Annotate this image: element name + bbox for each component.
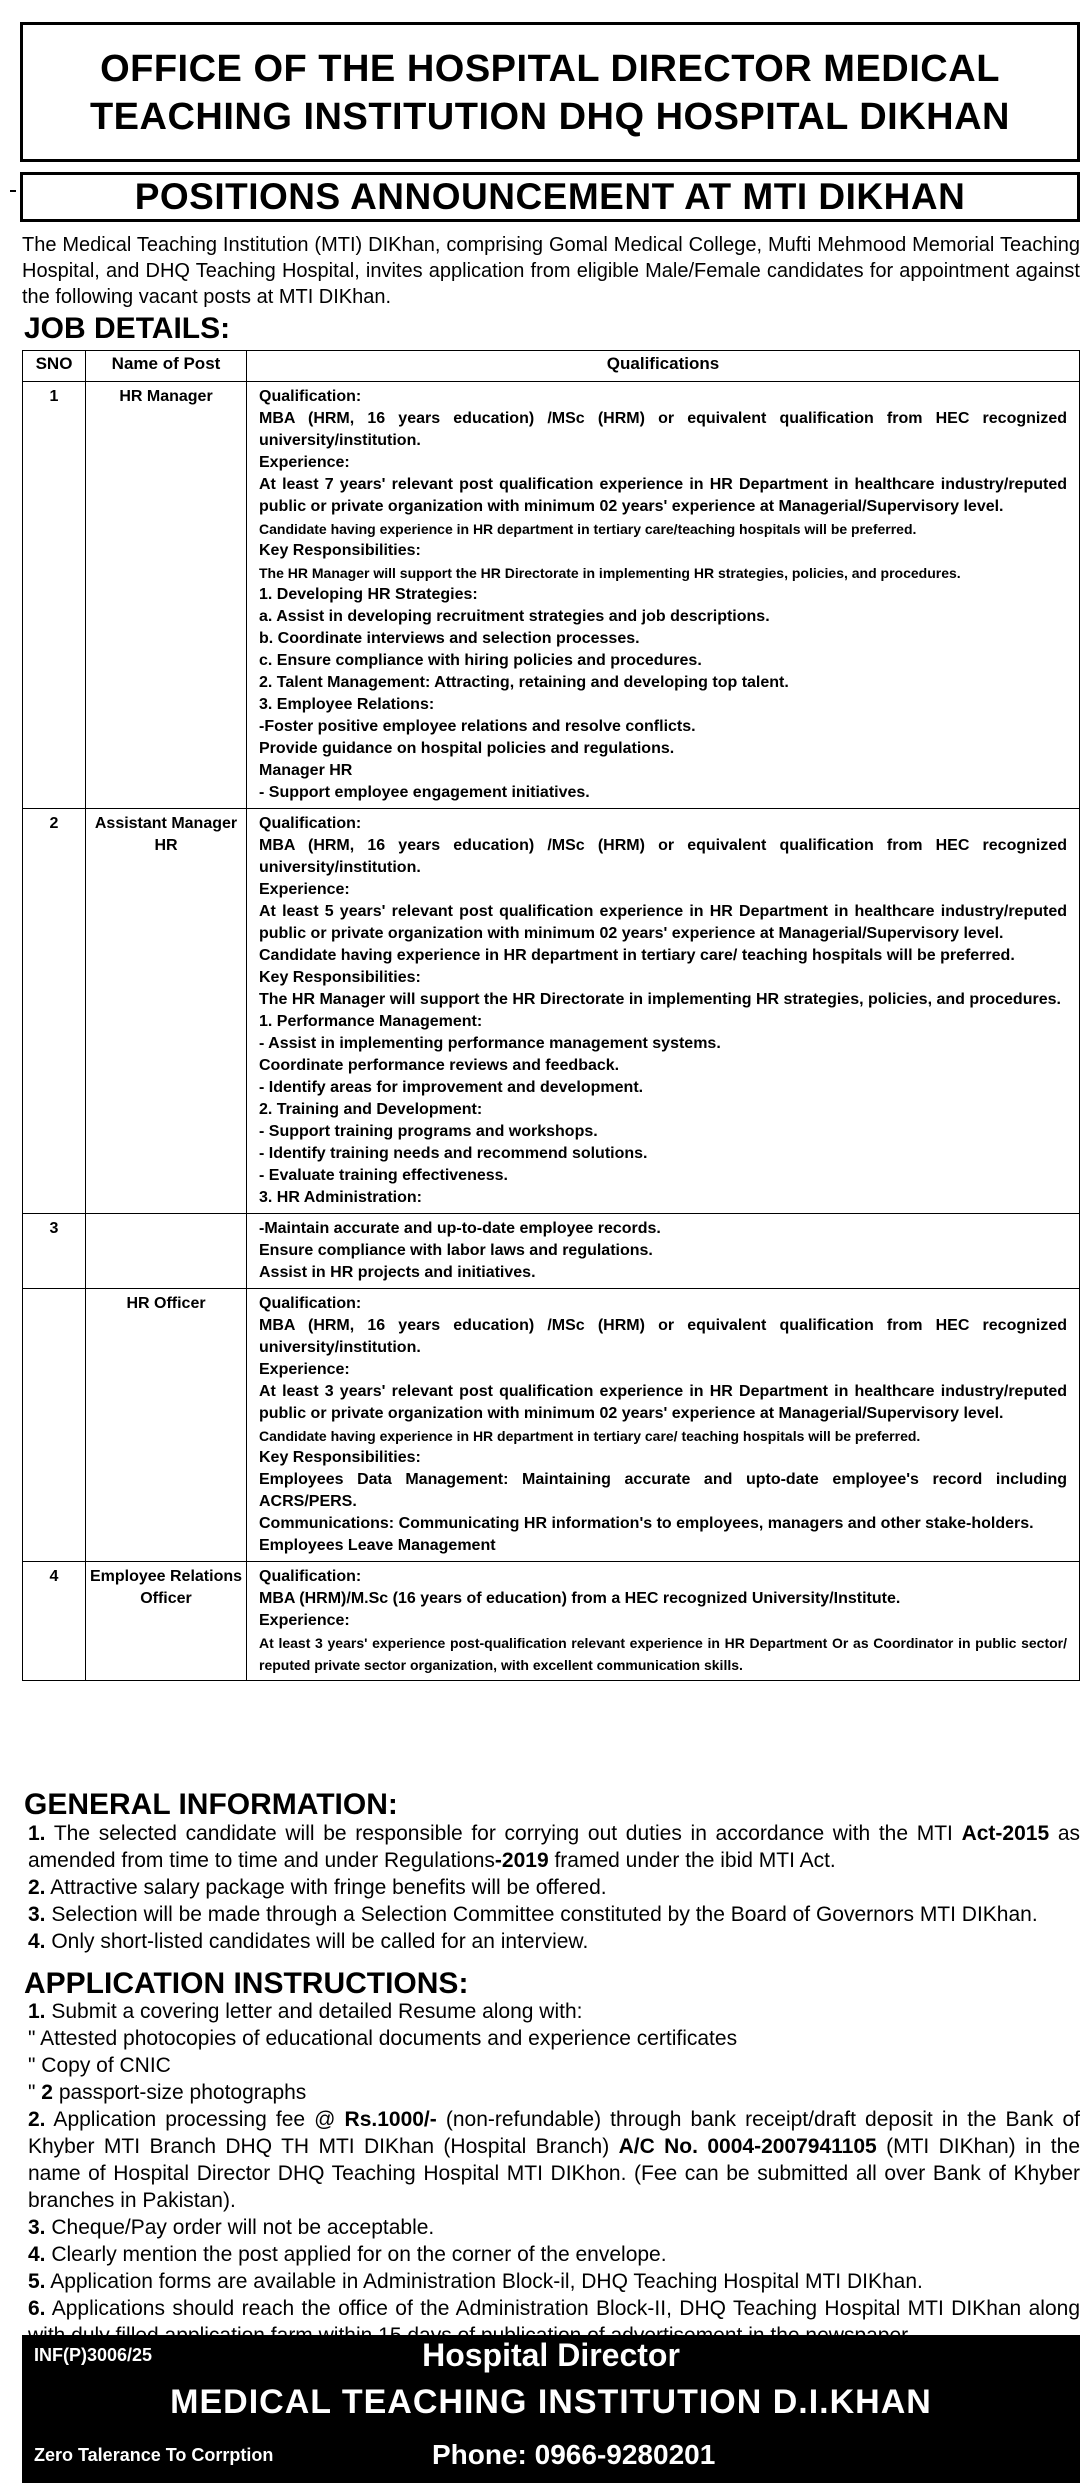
item-bold: -2019 bbox=[494, 1849, 549, 1872]
qualification-line: 2. Talent Management: Attracting, retaining and developing top talent. bbox=[259, 674, 789, 691]
qualification-line: Candidate having experience in HR department in tertiary care/ teaching hospitals will be preferred. bbox=[259, 1428, 921, 1444]
row-qualifications bbox=[247, 1214, 1080, 1289]
qualification-line: 1. Developing HR Strategies: bbox=[259, 586, 478, 603]
qualification-line: Manager HR bbox=[259, 762, 353, 779]
item-number: 1. bbox=[28, 2000, 46, 2023]
signatory-title: Hospital Director bbox=[422, 2337, 680, 2373]
item-bold: Rs.1000/- bbox=[344, 2108, 437, 2131]
list-subitem: " Attested photocopies of educational documents and experience certificates bbox=[28, 2027, 738, 2050]
list-item bbox=[28, 1874, 1080, 1901]
general-information-list bbox=[28, 1820, 1080, 1955]
row-sno: 3 bbox=[23, 1214, 86, 1289]
item-text: Submit a covering letter and detailed Resume along with: bbox=[45, 2000, 583, 2023]
qualification-line: The HR Manager will support the HR Directorate in implementing HR strategies, policies, and procedures. bbox=[259, 991, 1061, 1008]
qualification-line: At least 3 years' relevant post qualification experience in HR Department in healthcare industry/reputed public or private organization with minimum 02 years' experience at Managerial/Supervisory level. bbox=[259, 1383, 1067, 1422]
item-bold: Act-2015 bbox=[961, 1822, 1050, 1845]
item-text: Clearly mention the post applied for on the corner of the envelope. bbox=[45, 2243, 667, 2266]
qualification-line: Qualification: bbox=[259, 1568, 362, 1585]
application-instructions-list bbox=[28, 1998, 1080, 2349]
table-row bbox=[23, 809, 1080, 1214]
advertisement-reference: INF(P)3006/25 bbox=[34, 2345, 153, 2365]
qualification-line: The HR Manager will support the HR Directorate in implementing HR strategies, policies, and procedures. bbox=[259, 565, 961, 581]
item-text: Application processing fee @ bbox=[45, 2108, 345, 2131]
qualification-line: Qualification: bbox=[259, 815, 362, 832]
item-bold: A/C No. 0004-2007941105 bbox=[618, 2135, 877, 2158]
row-post: HR Officer bbox=[86, 1289, 247, 1562]
column-header-sno: SNO bbox=[23, 351, 86, 382]
item-text: Cheque/Pay order will not be acceptable. bbox=[45, 2216, 435, 2239]
table-header-row bbox=[23, 351, 1080, 382]
qualification-line: 3. Employee Relations: bbox=[259, 696, 435, 713]
row-post: Employee Relations Officer bbox=[86, 1562, 247, 1681]
item-text: " bbox=[28, 2081, 42, 2104]
table-row bbox=[23, 1214, 1080, 1289]
document-page bbox=[10, 0, 1088, 2489]
application-instructions-heading: APPLICATION INSTRUCTIONS: bbox=[24, 1967, 469, 2000]
list-subitem: " Copy of CNIC bbox=[28, 2054, 171, 2077]
item-text: (non-refundable) through bank receipt/draft deposit in the Bank of Khyber MTI Branch DHQ TH MTI DIKhan (Hospital Branch) bbox=[28, 2108, 1080, 2158]
qualification-line: - Support employee engagement initiatives. bbox=[259, 784, 590, 801]
qualification-line: Key Responsibilities: bbox=[259, 1449, 421, 1466]
tagline: Zero Talerance To Corrption bbox=[34, 2445, 274, 2465]
general-information-heading: GENERAL INFORMATION: bbox=[24, 1788, 398, 1821]
job-details-heading: JOB DETAILS: bbox=[24, 312, 231, 345]
item-bold: 2 bbox=[41, 2081, 53, 2104]
footer-banner bbox=[22, 2335, 1080, 2483]
table-row bbox=[23, 382, 1080, 809]
qualification-line: At least 7 years' relevant post qualification experience in HR Department in healthcare industry/reputed public or private organization with minimum 02 years' experience at Managerial/Supervisory level. bbox=[259, 476, 1067, 515]
item-number: 4. bbox=[28, 2243, 46, 2266]
row-sno bbox=[23, 1289, 86, 1562]
column-header-qualifications: Qualifications bbox=[247, 351, 1080, 382]
list-item bbox=[28, 2268, 1080, 2295]
header-line-1: OFFICE OF THE HOSPITAL DIRECTOR MEDICAL bbox=[100, 48, 1000, 90]
institution-name: MEDICAL TEACHING INSTITUTION D.I.KHAN bbox=[170, 2383, 932, 2421]
item-text: passport-size photographs bbox=[52, 2081, 307, 2104]
scan-mark bbox=[10, 190, 16, 192]
list-item bbox=[28, 2241, 1080, 2268]
qualification-line: - Identify training needs and recommend solutions. bbox=[259, 1145, 648, 1162]
office-header bbox=[20, 22, 1080, 162]
qualification-line: At least 5 years' relevant post qualification experience in HR Department in healthcare industry/reputed public or private organization with minimum 02 years' experience at Managerial/Supervisory level. bbox=[259, 903, 1067, 942]
qualification-line: - Identify areas for improvement and development. bbox=[259, 1079, 644, 1096]
qualification-line: -Foster positive employee relations and resolve conflicts. bbox=[259, 718, 696, 735]
qualification-line: Employees Leave Management bbox=[259, 1537, 496, 1554]
list-item bbox=[28, 2106, 1080, 2214]
item-text: Application forms are available in Administration Block-il, DHQ Teaching Hospital MTI DIKhan. bbox=[45, 2270, 923, 2293]
row-qualifications bbox=[247, 809, 1080, 1214]
header-line-2: TEACHING INSTITUTION DHQ HOSPITAL DIKHAN bbox=[89, 96, 1011, 138]
list-item bbox=[28, 1998, 1080, 2025]
qualification-line: MBA (HRM, 16 years education) /MSc (HRM) or equivalent qualification from HEC recognized university/institution. bbox=[259, 1317, 1067, 1356]
item-number: 6. bbox=[28, 2297, 46, 2320]
phone-number: Phone: 0966-9280201 bbox=[432, 2439, 716, 2470]
qualification-line: c. Ensure compliance with hiring policies and procedures. bbox=[259, 652, 702, 669]
list-item bbox=[28, 1901, 1080, 1928]
item-number: 3. bbox=[28, 2216, 46, 2239]
item-number: 2. bbox=[28, 1876, 46, 1899]
item-number: 1. bbox=[28, 1822, 46, 1845]
row-qualifications bbox=[247, 382, 1080, 809]
qualification-line: -Maintain accurate and up-to-date employee records. bbox=[259, 1220, 661, 1237]
qualification-line: At least 3 years' experience post-qualification relevant experience in HR Department Or as Coordinator in public sector/ reputed private sector organization, with excellent communication skills. bbox=[259, 1635, 1067, 1673]
row-sno: 4 bbox=[23, 1562, 86, 1681]
qualification-line: Qualification: bbox=[259, 1295, 362, 1312]
item-text: framed under the ibid MTI Act. bbox=[548, 1849, 836, 1872]
list-item bbox=[28, 1820, 1080, 1874]
announcement-title: POSITIONS ANNOUNCEMENT AT MTI DIKHAN bbox=[20, 172, 1080, 222]
qualification-line: Candidate having experience in HR department in tertiary care/ teaching hospitals will be preferred. bbox=[259, 947, 1015, 964]
qualification-line: Communications: Communicating HR information's to employees, managers and other stake-holders. bbox=[259, 1515, 1034, 1532]
qualification-line: Experience: bbox=[259, 881, 350, 898]
item-number: 5. bbox=[28, 2270, 46, 2293]
qualification-line: a. Assist in developing recruitment strategies and job descriptions. bbox=[259, 608, 770, 625]
qualification-line: 3. HR Administration: bbox=[259, 1189, 422, 1206]
qualification-line: Experience: bbox=[259, 1612, 350, 1629]
qualification-line: - Support training programs and workshops. bbox=[259, 1123, 598, 1140]
qualification-line: - Evaluate training effectiveness. bbox=[259, 1167, 508, 1184]
qualification-line: Key Responsibilities: bbox=[259, 969, 421, 986]
list-subitem bbox=[28, 2079, 1080, 2106]
row-post: HR Manager bbox=[86, 382, 247, 809]
qualification-line: Key Responsibilities: bbox=[259, 542, 421, 559]
jobs-table bbox=[22, 350, 1080, 1681]
item-text: as amended from time to time and under Regulations bbox=[28, 1822, 1081, 1872]
qualification-line: 2. Training and Development: bbox=[259, 1101, 483, 1118]
row-sno: 1 bbox=[23, 382, 86, 809]
qualification-line: Experience: bbox=[259, 1361, 350, 1378]
qualification-line: MBA (HRM, 16 years education) /MSc (HRM) or equivalent qualification from HEC recognized university/institution. bbox=[259, 410, 1067, 449]
row-sno: 2 bbox=[23, 809, 86, 1214]
qualification-line: MBA (HRM, 16 years education) /MSc (HRM) or equivalent qualification from HEC recognized university/institution. bbox=[259, 837, 1067, 876]
qualification-line: Ensure compliance with labor laws and regulations. bbox=[259, 1242, 653, 1259]
item-number: 4. bbox=[28, 1930, 46, 1953]
qualification-line: Qualification: bbox=[259, 388, 362, 405]
qualification-line: MBA (HRM)/M.Sc (16 years of education) from a HEC recognized University/Institute. bbox=[259, 1590, 901, 1607]
row-post bbox=[86, 1214, 247, 1289]
item-text: Attractive salary package with fringe benefits will be offered. bbox=[45, 1876, 607, 1899]
intro-paragraph: The Medical Teaching Institution (MTI) DIKhan, comprising Gomal Medical College, Mufti Mehmood Memorial Teaching Hospital, and DHQ Teaching Hospital, invites application from eligible Male/Female candidates for appointment against the following vacant posts at MTI DIKhan. bbox=[22, 234, 1080, 308]
table-row bbox=[23, 1562, 1080, 1681]
table-row bbox=[23, 1289, 1080, 1562]
qualification-line: Experience: bbox=[259, 454, 350, 471]
qualification-line: Assist in HR projects and initiatives. bbox=[259, 1264, 536, 1281]
item-text: Selection will be made through a Selection Committee constituted by the Board of Governors MTI DIKhan. bbox=[45, 1903, 1038, 1926]
qualification-line: b. Coordinate interviews and selection processes. bbox=[259, 630, 640, 647]
item-text: Applications should reach the office of the Administration Block-II, DHQ Teaching Hospital MTI DIKhan along bbox=[51, 2297, 1080, 2320]
row-qualifications bbox=[247, 1562, 1080, 1681]
item-text: (MTI DIKhan) in the name of Hospital Director DHQ Teaching Hospital MTI DIKhon. (Fee can be submitted all over Bank of Khyber branches in Pakistan). bbox=[28, 2135, 1080, 2212]
qualification-line: - Assist in implementing performance management systems. bbox=[259, 1035, 721, 1052]
qualification-line: Employees Data Management: Maintaining accurate and upto-date employee's record including ACRS/PERS. bbox=[259, 1471, 1067, 1510]
column-header-post: Name of Post bbox=[86, 351, 247, 382]
item-text: The selected candidate will be responsible for corrying out duties in accordance with the MTI bbox=[45, 1822, 962, 1845]
qualification-line: 1. Performance Management: bbox=[259, 1013, 483, 1030]
list-item bbox=[28, 2214, 1080, 2241]
item-text: Only short-listed candidates will be called for an interview. bbox=[45, 1930, 589, 1953]
item-number: 3. bbox=[28, 1903, 46, 1926]
row-qualifications bbox=[247, 1289, 1080, 1562]
list-item bbox=[28, 1928, 1080, 1955]
row-post: Assistant Manager HR bbox=[86, 809, 247, 1214]
qualification-line: Provide guidance on hospital policies and regulations. bbox=[259, 740, 675, 757]
qualification-line: Coordinate performance reviews and feedback. bbox=[259, 1057, 620, 1074]
item-number: 2. bbox=[28, 2108, 46, 2131]
qualification-line: Candidate having experience in HR department in tertiary care/teaching hospitals will be preferred. bbox=[259, 521, 917, 537]
